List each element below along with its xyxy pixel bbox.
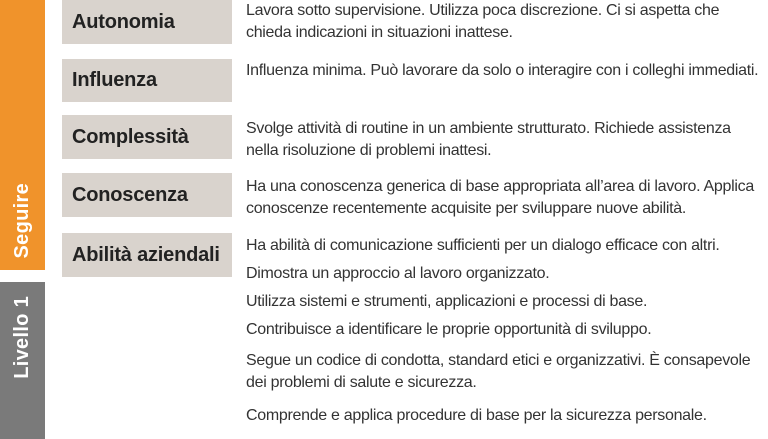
desc-abilita-line-2: Dimostra un approccio al lavoro organizzato. <box>246 265 550 282</box>
desc-complessita: Svolge attività di routine in un ambiente strutturato. Richiede assistenza nella risoluzione di problemi inattesi. <box>246 120 731 159</box>
desc-influenza: Influenza minima. Può lavorare da solo o interagire con i colleghi immediati. <box>246 62 759 79</box>
sidebar-bottom-label: Livello 1 <box>11 296 33 379</box>
label-influenza: Influenza <box>62 59 232 102</box>
desc-abilita-line-4: Contribuisce a identificare le proprie opportunità di sviluppo. <box>246 321 652 338</box>
label-autonomia: Autonomia <box>62 0 232 44</box>
label-conoscenza: Conoscenza <box>62 173 232 217</box>
desc-abilita-line-1: Ha abilità di comunicazione sufficienti per un dialogo efficace con altri. <box>246 237 720 254</box>
desc-abilita-line-5: Segue un codice di condotta, standard etici e organizzativi. È consapevole dei problemi di salute e sicurezza. <box>246 352 751 391</box>
label-abilita-aziendali: Abilità aziendali <box>62 233 232 277</box>
sidebar-top-label: Seguire <box>11 182 33 258</box>
desc-abilita-line-3: Utilizza sistemi e strumenti, applicazioni e processi di base. <box>246 293 648 310</box>
desc-abilita-line-6: Comprende e applica procedure di base per la sicurezza personale. <box>246 407 707 424</box>
sidebar-level-band <box>0 0 45 270</box>
sidebar-level-number-band <box>0 282 45 439</box>
desc-autonomia: Lavora sotto supervisione. Utilizza poca discrezione. Ci si aspetta che chieda indicazioni in situazioni inattese. <box>246 2 720 41</box>
desc-conoscenza: Ha una conoscenza generica di base appropriata all’area di lavoro. Applica conoscenze recentemente acquisite per sviluppare nuove abilità. <box>246 178 754 217</box>
label-complessita: Complessità <box>62 115 232 159</box>
